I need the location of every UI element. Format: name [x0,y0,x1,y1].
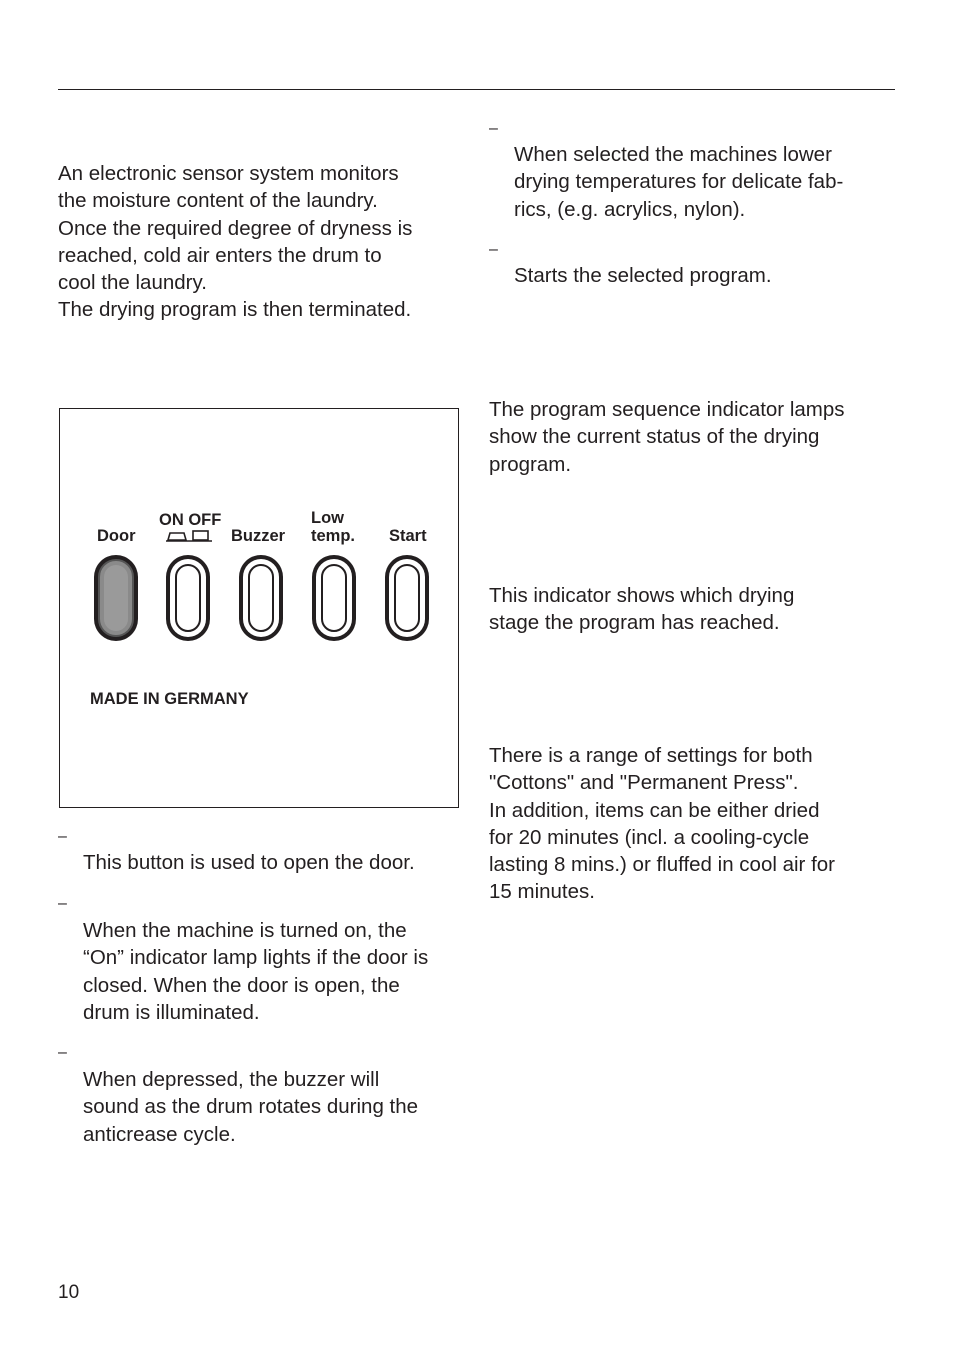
buzzer-description: When depressed, the buzzer will sound as the drum rotates during the anticrease cycle. [83,1068,419,1146]
door-button [92,553,140,643]
start-button [383,553,431,643]
low-temp-description: When selected the machines lower drying temperatures for delicate fab- rics, (e.g. acrylics, nylon). [514,143,844,221]
intro-paragraph: An electronic sensor system monitors the moisture content of the laundry. Once the required degree of dryness is reached, cold air enters the drum to cool the laundry. The drying program is then terminated. [58,162,413,322]
list-dash: – [489,241,498,258]
start-label: Start [389,527,427,545]
page-number: 10 [58,1282,80,1303]
stage-indicator-paragraph: This indicator shows which drying stage the program has reached. [489,584,795,635]
on-off-label: ON OFF [159,511,222,529]
sequence-indicator-paragraph: The program sequence indicator lamps show the current status of the drying program. [489,398,845,476]
settings-paragraph: There is a range of settings for both "Cottons" and "Permanent Press". In addition, items can be either dried for 20 minutes (incl. a cooling-cycle lasting 8 mins.) or fluffed in cool air for 15 minutes. [489,744,835,904]
buzzer-button [237,553,285,643]
low-label: Low [311,509,344,527]
list-dash: – [58,895,67,912]
header-rule [58,89,895,90]
door-button-description: This button is used to open the door. [83,851,415,874]
start-description: Starts the selected program. [514,264,772,287]
door-label: Door [97,527,136,545]
list-dash: – [489,120,498,137]
low-temp-button [310,553,358,643]
on-off-button [164,553,212,643]
on-off-description: When the machine is turned on, the “On” indicator lamp lights if the door is closed. When the door is open, the drum is illuminated. [83,919,429,1024]
list-dash: – [58,828,67,845]
on-off-symbol-icon [166,529,212,543]
made-in-germany-text: MADE IN GERMANY [90,690,249,708]
buzzer-label: Buzzer [231,527,286,545]
list-dash: – [58,1044,67,1061]
temp-label: temp. [311,527,356,545]
